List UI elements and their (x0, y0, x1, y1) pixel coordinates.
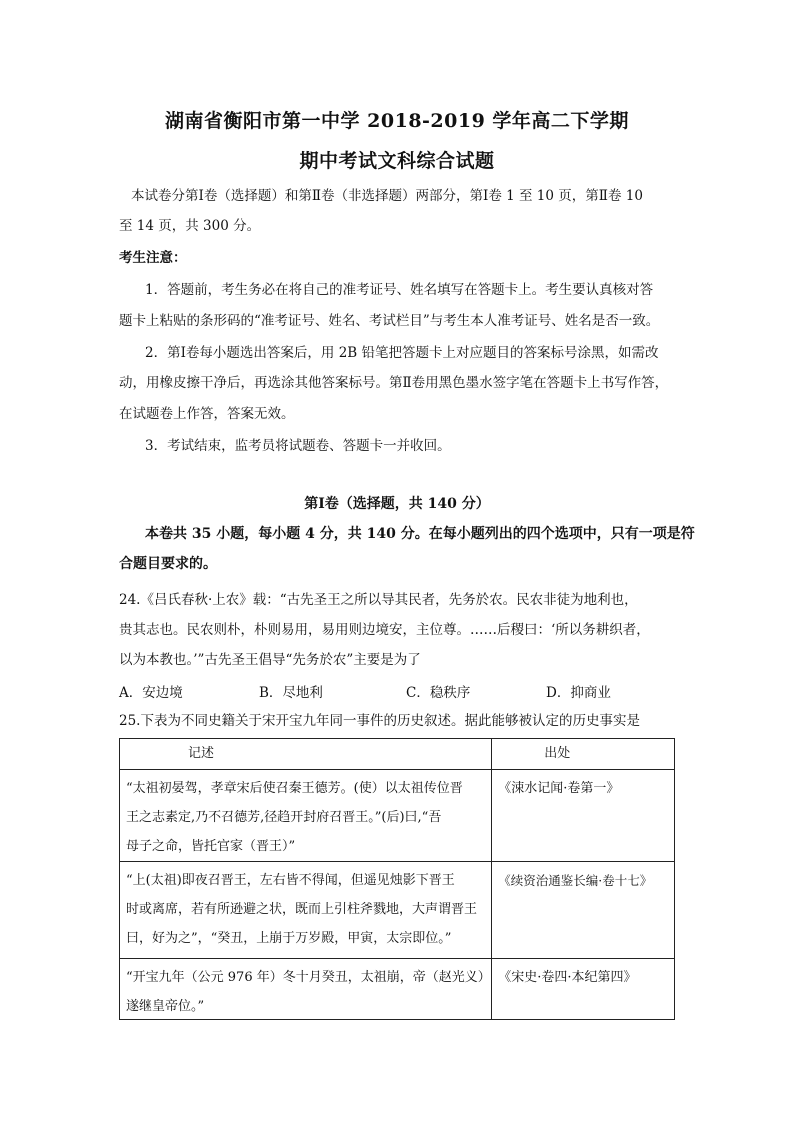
table-header-source: 出处 (492, 739, 675, 770)
table-row (120, 959, 675, 1020)
table-cell-record: “上(太祖)即夜召晋王，左右皆不得闻，但遥见烛影下晋王 时或离席，若有所逊避之状，既而上引柱斧戮地，大声谓晋王 曰，好为之”，“癸丑，上崩于万岁殿，甲寅，太宗即位。” (120, 862, 492, 959)
section1-instruction-line2: 合题目要求的。 (119, 556, 217, 572)
table-header-record: 记述 (120, 739, 492, 770)
intro-line1: 本试卷分第Ⅰ卷（选择题）和第Ⅱ卷（非选择题）两部分，第Ⅰ卷 1 至 10 页，第Ⅱ卷 10 (131, 188, 643, 204)
notice-item2-line3: 在试题卷上作答，答案无效。 (119, 406, 295, 422)
q24-option-b: B．尽地利 (259, 685, 323, 701)
q24-option-c: C．稳秩序 (406, 685, 471, 701)
table-row (120, 770, 675, 862)
notice-item3: 3．考试结束，监考员将试题卷、答题卡一并收回。 (145, 438, 451, 454)
section1-heading: 第Ⅰ卷（选择题，共 140 分） (304, 496, 490, 512)
q24-stem-line2: 贵其志也。民农则朴，朴则易用，易用则边境安，主位尊。……后稷曰：‘所以务耕织者， (119, 622, 650, 638)
table-header-row (120, 739, 675, 770)
notice-item1-line2: 题卡上粘贴的条形码的“准考证号、姓名、考试栏目”与考生本人准考证号、姓名是否一致。 (119, 313, 660, 329)
q24-option-d: D．抑商业 (546, 685, 611, 701)
notice-item2-line2: 动，用橡皮擦干净后，再选涂其他答案标号。第Ⅱ卷用黑色墨水签字笔在答题卡上书写作答， (119, 375, 669, 391)
section1-instruction-line1: 本卷共 35 小题，每小题 4 分，共 140 分。在每小题列出的四个选项中，只有一项是符 (145, 526, 695, 542)
q24-stem-line3: 以为本教也。’”古先圣王倡导“先务於农”主要是为了 (119, 652, 421, 668)
table-cell-record: “开宝九年（公元 976 年）冬十月癸丑，太祖崩，帝（赵光义） 遂继皇帝位。” (120, 959, 492, 1020)
notice-item1-line1: 1．答题前，考生务必在将自己的准考证号、姓名填写在答题卡上。考生要认真核对答 (145, 282, 654, 298)
notice-heading: 考生注意： (119, 250, 187, 266)
q24-option-a: A．安边境 (119, 685, 183, 701)
history-table (119, 738, 675, 1020)
exam-title-line1: 湖南省衡阳市第一中学 2018-2019 学年高二下学期 (165, 110, 629, 132)
table-cell-record: “太祖初晏驾，孝章宋后使召秦王德芳。(使）以太祖传位晋 王之志素定,乃不召德芳,径趋开封府召晋王。”(后)曰,“吾 母子之命，皆托官家（晋王）” (120, 770, 492, 862)
table-cell-source: 《续资治通鉴长编·卷十七》 (492, 862, 675, 959)
table-row (120, 862, 675, 959)
q25-stem: 25.下表为不同史籍关于宋开宝九年同一事件的历史叙述。据此能够被认定的历史事实是 (119, 713, 640, 729)
table-cell-source: 《宋史·卷四·本纪第四》 (492, 959, 675, 1020)
q24-stem-line1: 24.《吕氏春秋·上农》载：“古先圣王之所以导其民者，先务於农。民农非徒为地利也， (119, 592, 638, 608)
intro-line2: 至 14 页，共 300 分。 (119, 218, 261, 234)
notice-item2-line1: 2．第Ⅰ卷每小题选出答案后，用 2B 铅笔把答题卡上对应题目的答案标号涂黑，如需改 (145, 345, 659, 361)
exam-title-line2: 期中考试文科综合试题 (299, 150, 495, 172)
table-cell-source: 《涑水记闻·卷第一》 (492, 770, 675, 862)
